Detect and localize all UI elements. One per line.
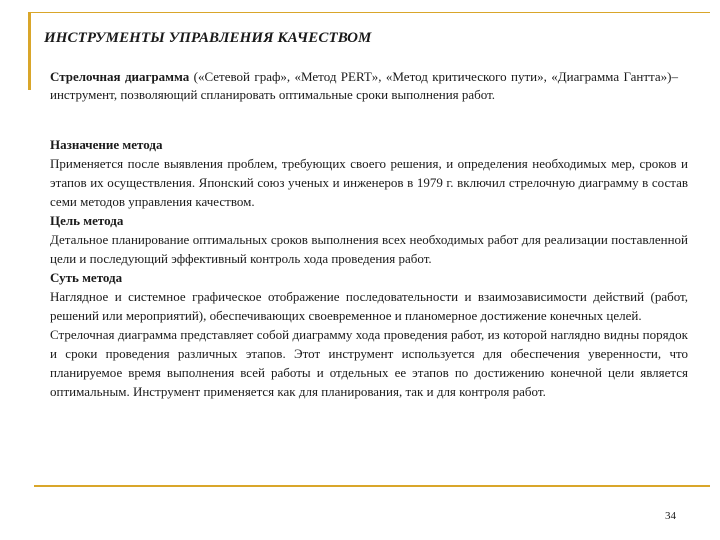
section-text-purpose: Применяется после выявления проблем, требующих своего решения, и определения необходимых мер, сроков и этапов их осуществления. Японский союз ученых и инженеров в 1979 г. включил стрелочную диаграмму в состав семи методов управления качеством. (50, 156, 688, 209)
section-heading-purpose: Назначение метода (50, 137, 163, 152)
page-number: 34 (665, 510, 676, 522)
method-description (50, 135, 688, 401)
section-text-essence-1: Наглядное и системное графическое отображение последовательности и взаимозависимости действий (работ, решений или мероприятий), обеспечивающих своевременное и планомерное достижение конечных целей. (50, 289, 688, 323)
slide-title: ИНСТРУМЕНТЫ УПРАВЛЕНИЯ КАЧЕСТВОМ (44, 30, 372, 46)
left-accent-bar (28, 12, 31, 90)
intro-text: («Сетевой граф», «Метод PERT», «Метод критического пути», «Диаграмма Гантта»)– инструмент, позволяющий спланировать оптимальные сроки выполнения работ. (50, 69, 678, 102)
top-border-line (28, 12, 710, 13)
intro-paragraph (50, 68, 678, 104)
bottom-border-line (34, 485, 710, 487)
section-heading-goal: Цель метода (50, 213, 124, 228)
section-text-goal: Детальное планирование оптимальных сроков выполнения всех необходимых работ для реализации поставленной цели и последующий эффективный контроль хода проведения работ. (50, 232, 688, 266)
intro-term: Стрелочная диаграмма (50, 69, 190, 84)
section-text-essence-2: Стрелочная диаграмма представляет собой диаграмму хода проведения работ, из которой наглядно видны порядок и сроки проведения различных этапов. Этот инструмент используется для обеспечения уверенности, что планируемое время выполнения всей работы и отдельных ее этапов по достижению конечной цели является оптимальным. Инструмент применяется как для планирования, так и для контроля работ. (50, 327, 688, 399)
section-heading-essence: Суть метода (50, 270, 123, 285)
